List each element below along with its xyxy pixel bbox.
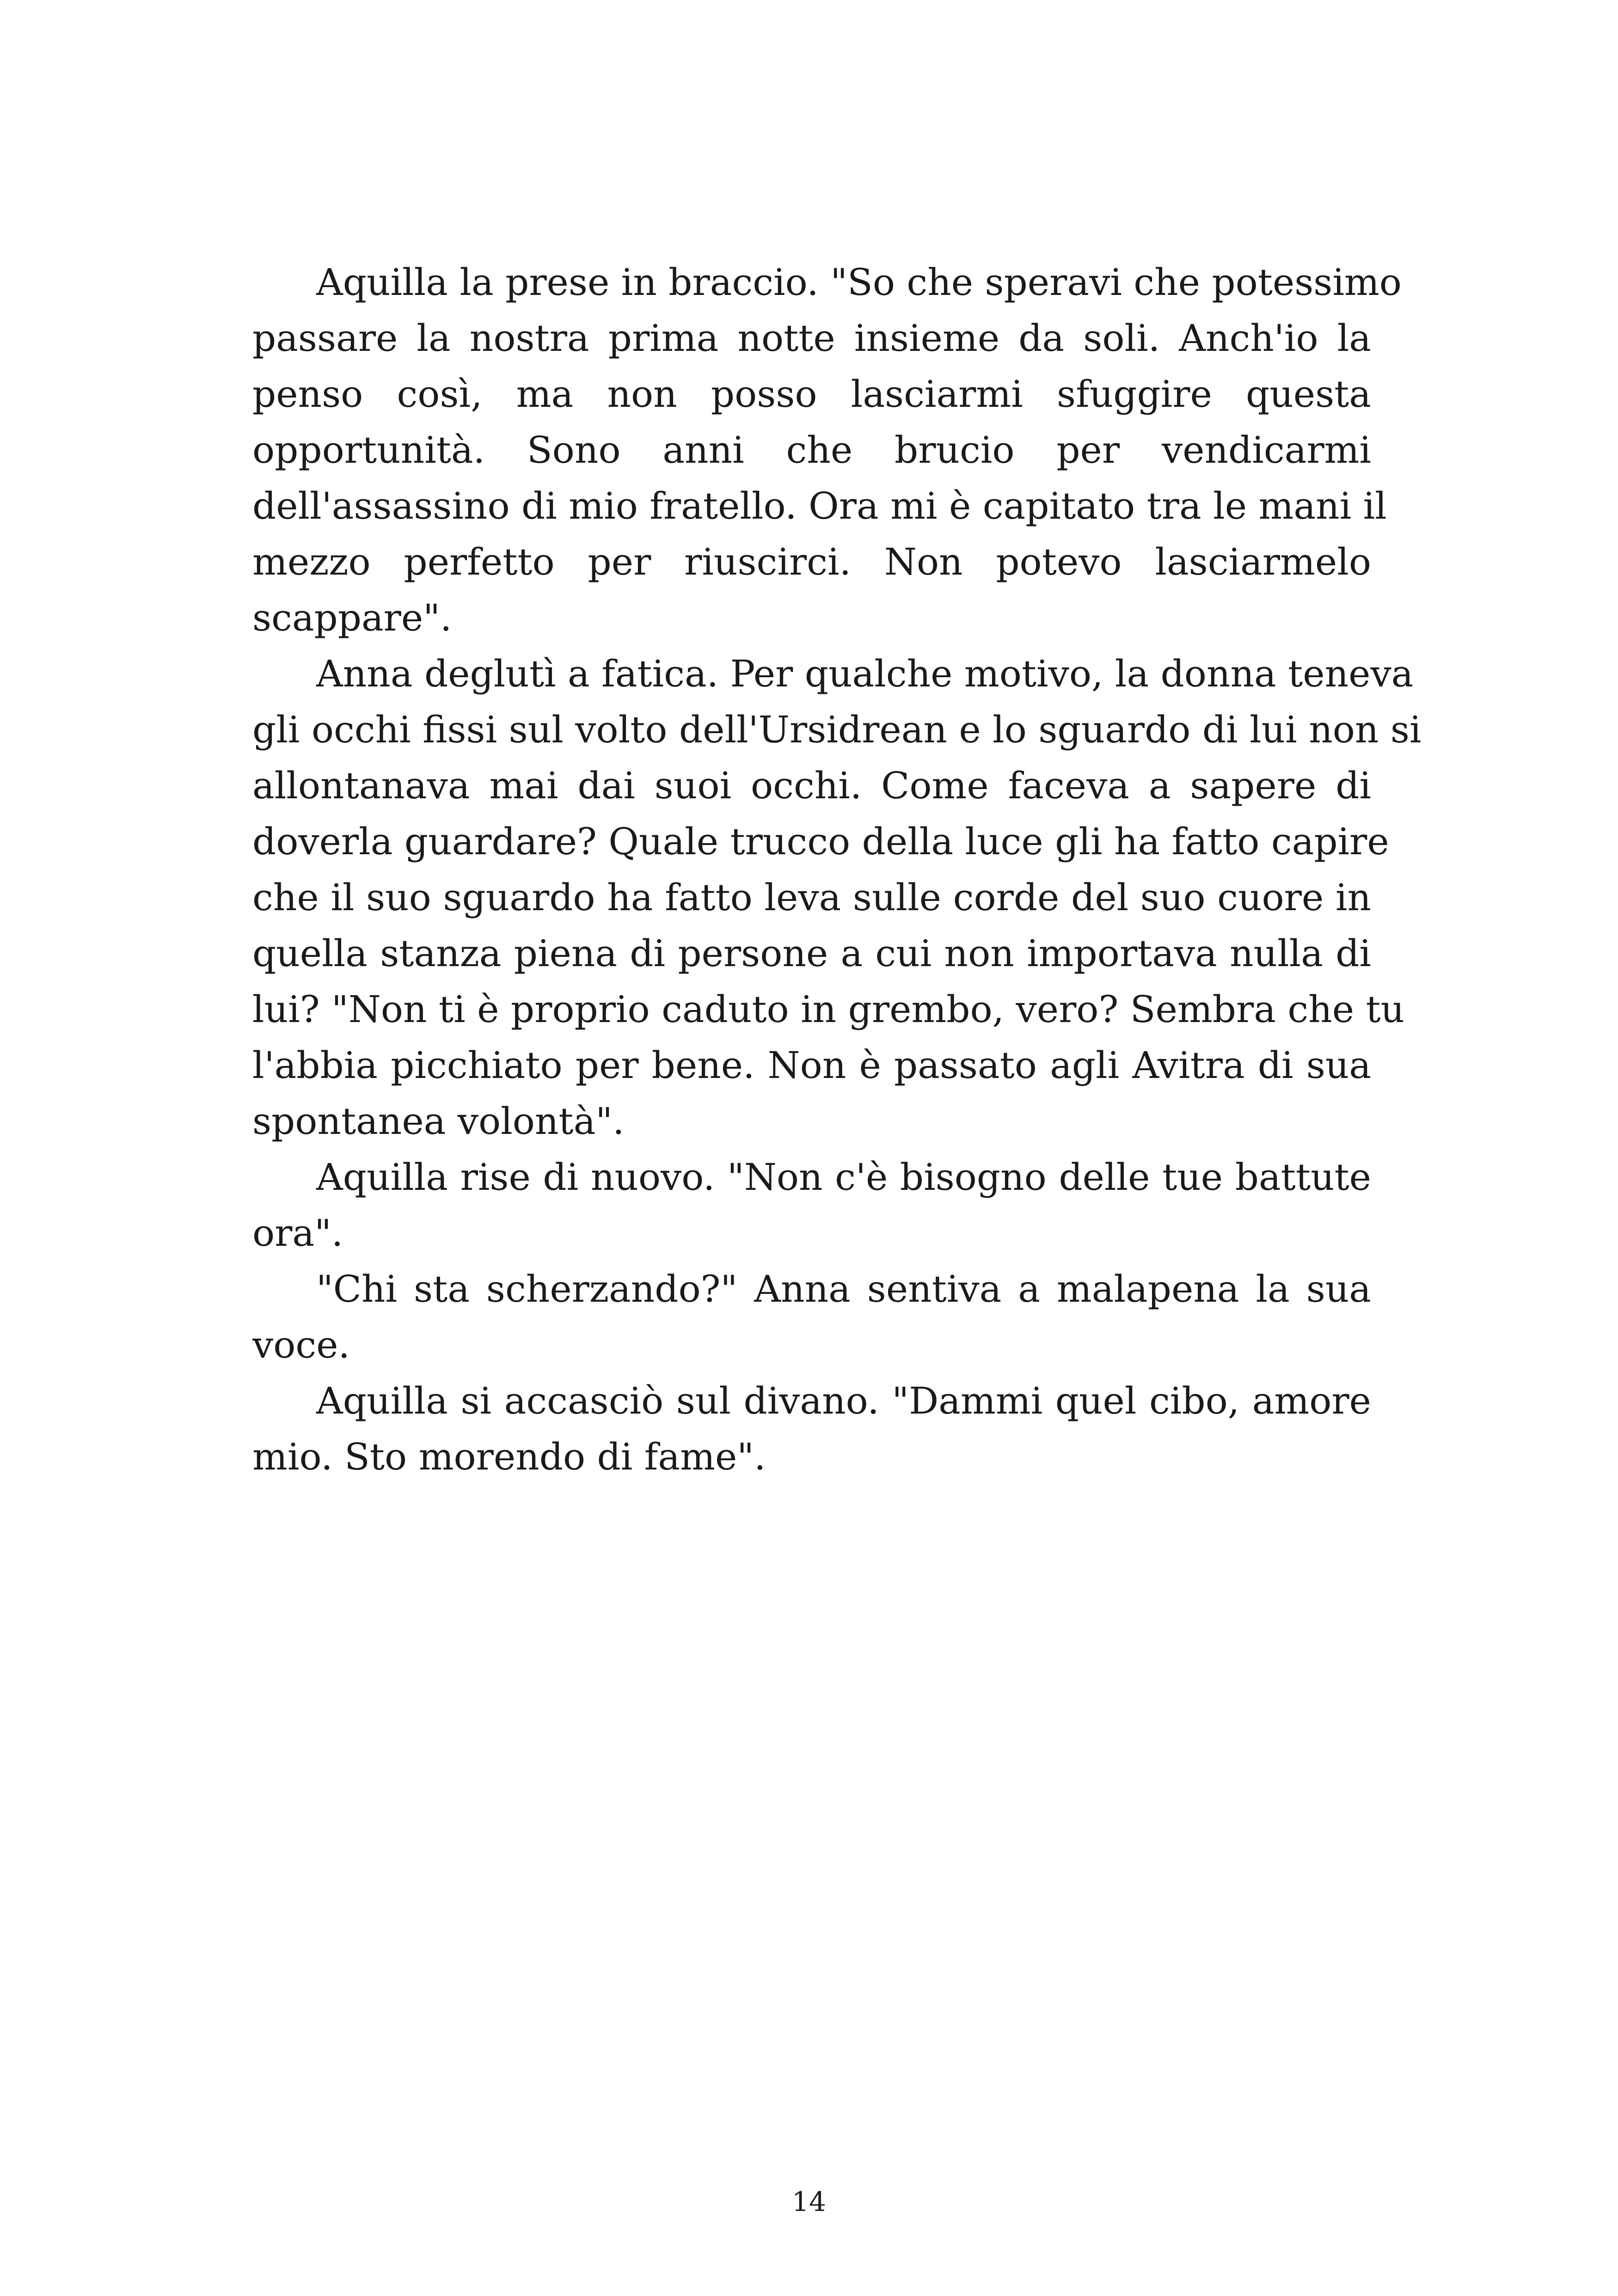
text-line: opportunità. Sono anni che brucio per vendicarmi (252, 429, 1371, 471)
page-number: 14 (792, 2186, 826, 2217)
text-line: scappare". (252, 596, 452, 639)
text-line: l'abbia picchiato per bene. Non è passato agli Avitra di sua (252, 1044, 1371, 1087)
text-line: ora". (252, 1212, 343, 1255)
text-line: lui? "Non ti è proprio caduto in grembo, vero? Sembra che tu (252, 988, 1405, 1031)
text-line: allontanava mai dai suoi occhi. Come faceva a sapere di (252, 764, 1371, 807)
body-text (252, 254, 1422, 1485)
text-line: che il suo sguardo ha fatto leva sulle corde del suo cuore in (252, 876, 1371, 919)
text-line: passare la nostra prima notte insieme da soli. Anch'io la (252, 317, 1371, 360)
text-line: penso così, ma non posso lasciarmi sfuggire questa (252, 373, 1371, 416)
text-line: Anna deglutì a fatica. Per qualche motivo, la donna teneva (316, 652, 1414, 695)
text-line: Aquilla si accasciò sul divano. "Dammi quel cibo, amore (316, 1379, 1371, 1422)
text-line: Aquilla la prese in braccio. "So che speravi che potessimo (316, 261, 1402, 304)
text-line: quella stanza piena di persone a cui non importava nulla di (252, 932, 1371, 975)
text-line: Aquilla rise di nuovo. "Non c'è bisogno delle tue battute (316, 1156, 1371, 1199)
text-line: voce. (252, 1323, 350, 1366)
text-line: mezzo perfetto per riuscirci. Non potevo lasciarmelo (252, 540, 1371, 583)
text-line: spontanea volontà". (252, 1100, 625, 1143)
text-line: mio. Sto morendo di fame". (252, 1435, 766, 1478)
text-line: doverla guardare? Quale trucco della luce gli ha fatto capire (252, 820, 1389, 863)
text-line: gli occhi fissi sul volto dell'Ursidrean e lo sguardo di lui non si (252, 708, 1422, 751)
text-line: "Chi sta scherzando?" Anna sentiva a malapena la sua (316, 1267, 1371, 1310)
text-line: dell'assassino di mio fratello. Ora mi è capitato tra le mani il (252, 484, 1387, 527)
